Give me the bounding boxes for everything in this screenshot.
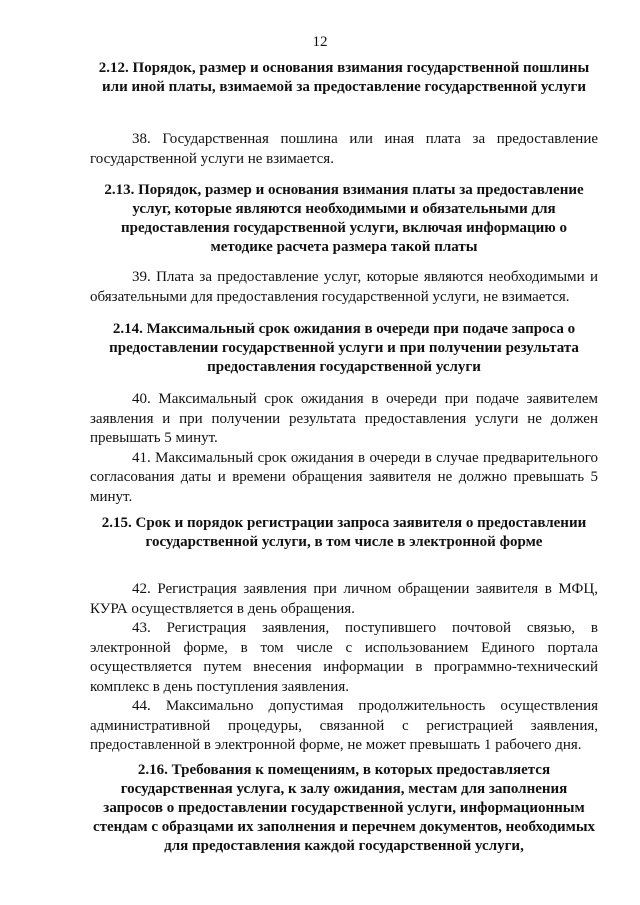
page-number: 12 [312,34,328,50]
section-heading-2-14: 2.14. Максимальный срок ожидания в очереди при подаче запроса о предоставлении государственной услуги и при получении результата предоставления государственной услуги [109,321,579,375]
paragraph-38: 38. Государственная пошлина или иная плата за предоставление государственной услуги не взимается. [90,131,598,167]
paragraph-41: 41. Максимальный срок ожидания в очереди в случае предварительного согласования даты и времени обращения заявителя не должно превышать 5 минут. [90,449,598,505]
paragraph-39: 39. Плата за предоставление услуг, которые являются необходимыми и обязательными для предоставления государственной услуги, не взимается. [90,269,598,305]
section-body-2-14 [90,390,598,507]
section-heading-2-15: 2.15. Срок и порядок регистрации запроса заявителя о предоставлении государственной услуги, в том числе в электронной форме [101,515,587,550]
paragraph-44: 44. Максимально допустимая продолжительность осуществления административной процедуры, связанной с регистрацией заявления, предоставленной в электронной форме, не может превышать 1 рабочего дня. [90,698,598,753]
section-body-2-13 [90,268,598,307]
section-body-2-12 [90,130,598,169]
section-heading-2-13: 2.13. Порядок, размер и основания взимания платы за предоставление услуг, которые являются необходимыми и обязательными для предоставления государственной услуги, включая информацию о методике расчета размера такой платы [104,182,584,255]
paragraph-43: 43. Регистрация заявления, поступившего почтовой связью, в электронной форме, в том числе с использованием Единого портала осуществляется путем внесения информации в программно-технический комплекс в день поступления заявления. [90,620,598,695]
section-body-2-15 [90,580,598,756]
section-heading-2-12: 2.12. Порядок, размер и основания взимания государственной пошлины или иной платы, взимаемой за предоставление государственной услуги [98,60,590,95]
section-heading-2-16: 2.16. Требования к помещениям, в которых предоставляется государственная услуга, к залу ожидания, местам для заполнения запросов о предоставлении государственной услуги, информационным стендам с образцами их заполнения и перечнем документов, необходимых для предоставления каждой государственной услуги, [92,762,596,854]
paragraph-40: 40. Максимальный срок ожидания в очереди при подаче заявителем заявления и при получении результата предоставления услуги не должен превышать 5 минут. [90,391,598,446]
paragraph-42: 42. Регистрация заявления при личном обращении заявителя в МФЦ, КУРА осуществляется в день обращения. [90,581,598,617]
